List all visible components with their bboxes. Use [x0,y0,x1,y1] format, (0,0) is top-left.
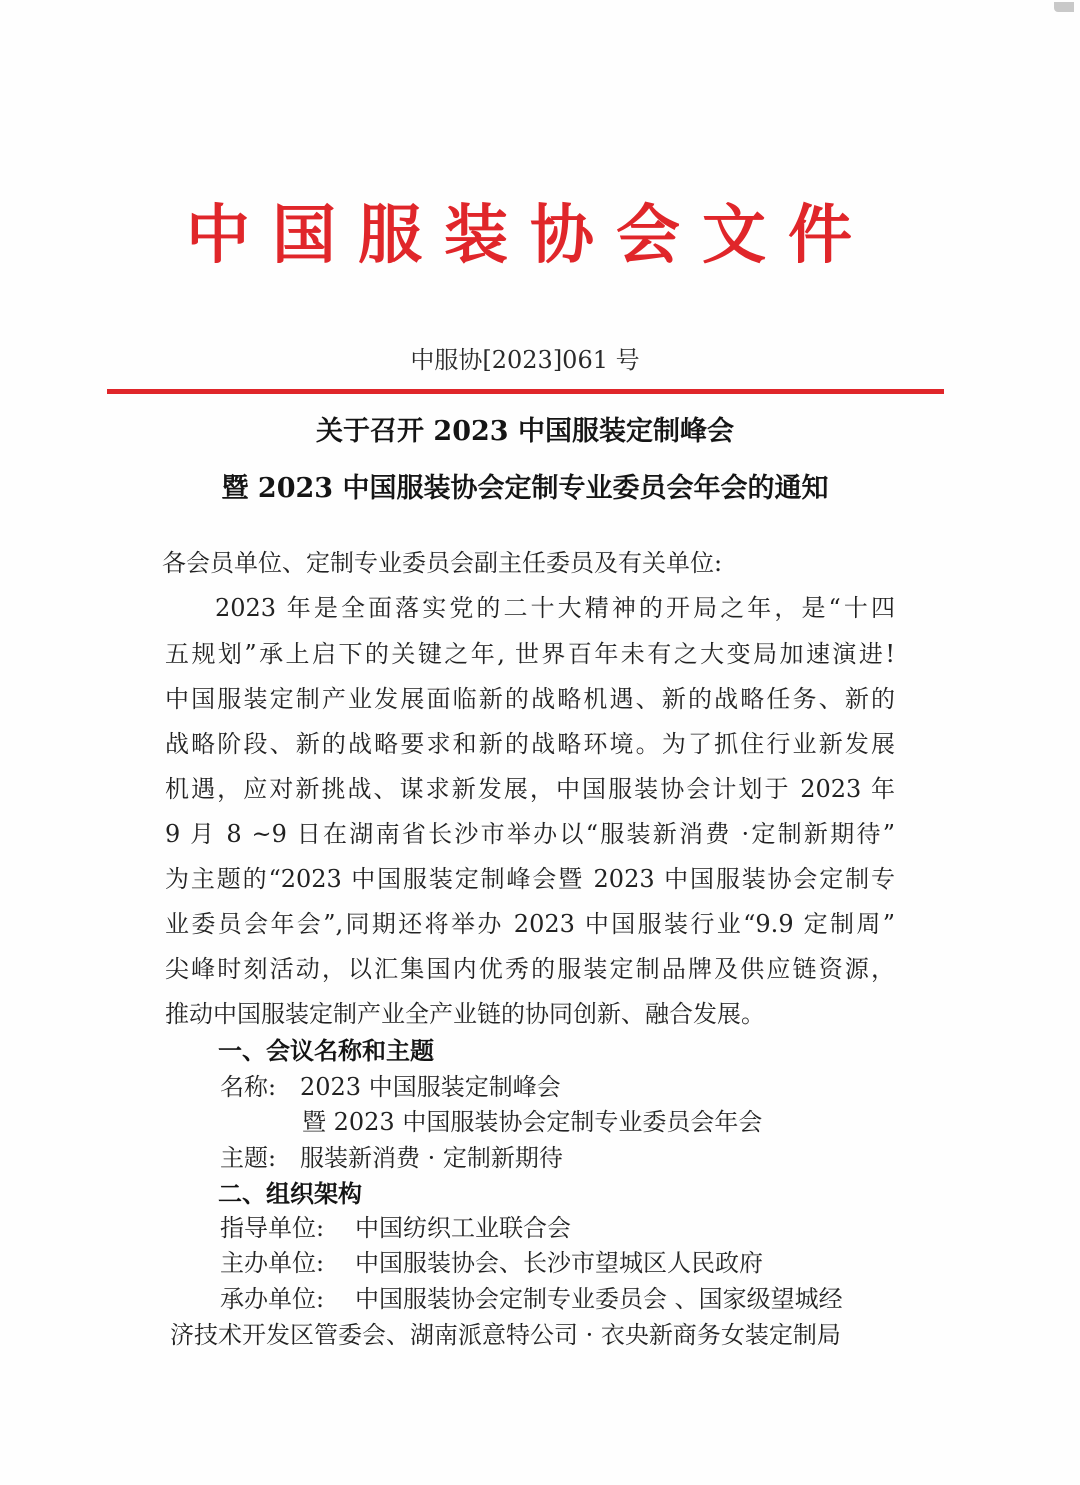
paragraph-line: 战略阶段、新的战略要求和新的战略环境。为了抓住行业新发展 [165,730,895,758]
paragraph-line: 五规划”承上启下的关键之年, 世界百年未有之大变局加速演进! [165,640,895,668]
name-label: 名称: [220,1073,277,1101]
document-header-title: 中国服装协会文件 [186,199,874,273]
organizer-unit-value-line-2: 济技术开发区管委会、湖南派意特公司 · 衣央新商务女装定制局 [170,1321,841,1349]
guide-unit-value: 中国纺织工业联合会 [355,1214,571,1242]
theme-label: 主题: [220,1144,277,1172]
organizer-unit-value-line-1: 中国服装协会定制专业委员会 、国家级望城经 [355,1285,843,1313]
host-unit-value: 中国服装协会、长沙市望城区人民政府 [355,1249,763,1277]
paragraph-line: 推动中国服装定制产业全产业链的协同创新、融合发展。 [165,1000,765,1028]
section-heading-organization: 二、组织架构 [218,1180,362,1208]
document-number: 中服协[2023]061 号 [410,346,640,374]
theme-value: 服装新消费 · 定制新期待 [300,1144,563,1172]
red-divider-rule [107,389,944,394]
host-unit-label: 主办单位: [220,1249,325,1277]
paragraph-line: 尖峰时刻活动，以汇集国内优秀的服装定制品牌及供应链资源， [165,955,895,983]
paragraph-line: 9 月 8 ~9 日在湖南省长沙市举办以“服装新消费 ·定制新期待” [165,820,895,848]
organizer-unit-label: 承办单位: [220,1285,325,1313]
name-value-line-2: 暨 2023 中国服装协会定制专业委员会年会 [302,1108,763,1136]
scan-corner-mark [1054,2,1074,12]
salutation: 各会员单位、定制专业委员会副主任委员及有关单位: [162,549,723,577]
name-value-line-1: 2023 中国服装定制峰会 [300,1073,561,1101]
section-heading-meeting-name: 一、会议名称和主题 [218,1037,434,1065]
guide-unit-label: 指导单位: [220,1214,325,1242]
paragraph-line: 中国服装定制产业发展面临新的战略机遇、新的战略任务、新的 [165,685,895,713]
notice-title-line-1: 关于召开 2023 中国服装定制峰会 [316,416,734,447]
paragraph-line: 2023 年是全面落实党的二十大精神的开局之年，是“十四 [215,594,895,622]
notice-title-line-2: 暨 2023 中国服装协会定制专业委员会年会的通知 [221,473,829,504]
paragraph-line: 机遇，应对新挑战、谋求新发展，中国服装协会计划于 2023 年 [165,775,895,803]
paragraph-line: 为主题的“2023 中国服装定制峰会暨 2023 中国服装协会定制专 [165,865,895,893]
paragraph-line: 业委员会年会”,同期还将举办 2023 中国服装行业“9.9 定制周” [165,910,895,938]
